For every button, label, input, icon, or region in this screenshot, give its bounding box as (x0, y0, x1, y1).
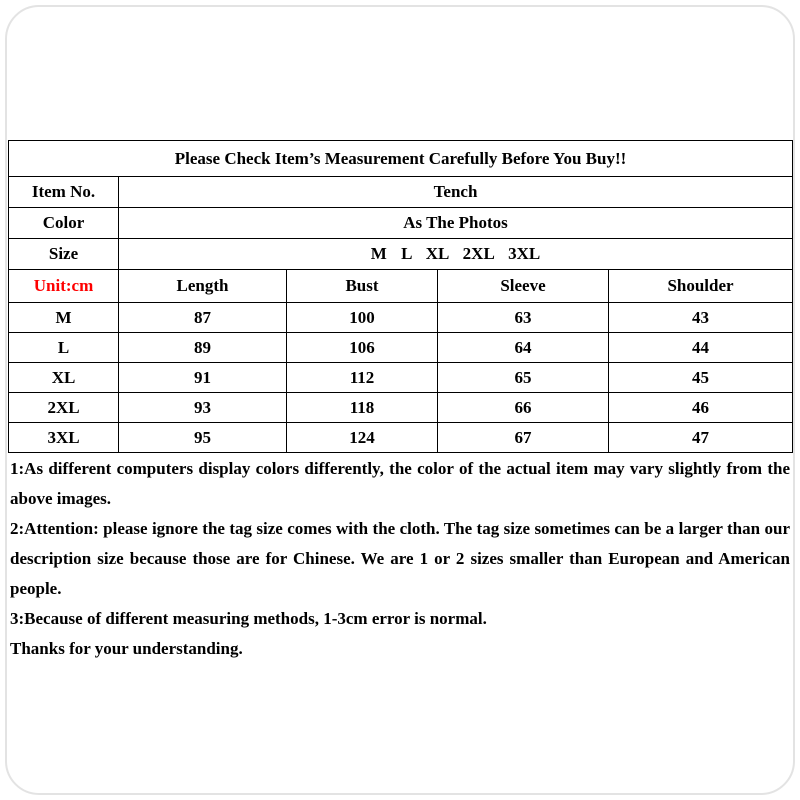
measurement-cell: 112 (287, 363, 438, 393)
color-value: As The Photos (119, 208, 793, 239)
item-no-row (9, 177, 793, 208)
measurement-cell: 47 (609, 423, 793, 453)
item-no-label: Item No. (9, 177, 119, 208)
measurement-cell: 67 (438, 423, 609, 453)
measurement-cell: 87 (119, 303, 287, 333)
title-row (9, 141, 793, 177)
item-no-value: Tench (119, 177, 793, 208)
measurement-header-row (9, 270, 793, 303)
measurement-cell: 95 (119, 423, 287, 453)
measurement-cell: 45 (609, 363, 793, 393)
measurement-cell: 118 (287, 393, 438, 423)
size-row (9, 239, 793, 270)
measurement-cell: 64 (438, 333, 609, 363)
notes-section (10, 454, 790, 664)
unit-label: Unit:cm (9, 270, 119, 303)
note-measuring-error: 3:Because of different measuring methods, 1-3cm error is normal. (10, 609, 487, 628)
note-color-disclaimer: 1:As different computers display colors differently, the color of the actual item may vary slightly from the above images. (10, 459, 790, 508)
measurement-cell: 43 (609, 303, 793, 333)
note-thanks: Thanks for your understanding. (10, 639, 243, 658)
color-row (9, 208, 793, 239)
size-chart-table (8, 140, 793, 453)
measurement-cell: 106 (287, 333, 438, 363)
measurement-cell: 124 (287, 423, 438, 453)
color-label: Color (9, 208, 119, 239)
row-size-label: XL (9, 363, 119, 393)
measurement-cell: 44 (609, 333, 793, 363)
column-header-sleeve: Sleeve (438, 270, 609, 303)
measurement-cell: 93 (119, 393, 287, 423)
table-row-xl (9, 363, 793, 393)
size-options-value: M L XL 2XL 3XL (119, 239, 793, 270)
size-label: Size (9, 239, 119, 270)
table-row-l (9, 333, 793, 363)
column-header-shoulder: Shoulder (609, 270, 793, 303)
row-size-label: 3XL (9, 423, 119, 453)
measurement-cell: 66 (438, 393, 609, 423)
row-size-label: 2XL (9, 393, 119, 423)
measurement-cell: 89 (119, 333, 287, 363)
measurement-cell: 65 (438, 363, 609, 393)
column-header-length: Length (119, 270, 287, 303)
note-tag-size: 2:Attention: please ignore the tag size comes with the cloth. The tag size sometimes can be a larger than our description size because those are for Chinese. We are 1 or 2 sizes smaller than European and American people. (10, 519, 790, 598)
row-size-label: L (9, 333, 119, 363)
table-row-m (9, 303, 793, 333)
table-row-3xl (9, 423, 793, 453)
table-row-2xl (9, 393, 793, 423)
row-size-label: M (9, 303, 119, 333)
column-header-bust: Bust (287, 270, 438, 303)
measurement-cell: 91 (119, 363, 287, 393)
page-title: Please Check Item’s Measurement Carefully Before You Buy!! (9, 141, 793, 177)
measurement-cell: 46 (609, 393, 793, 423)
measurement-cell: 100 (287, 303, 438, 333)
measurement-cell: 63 (438, 303, 609, 333)
